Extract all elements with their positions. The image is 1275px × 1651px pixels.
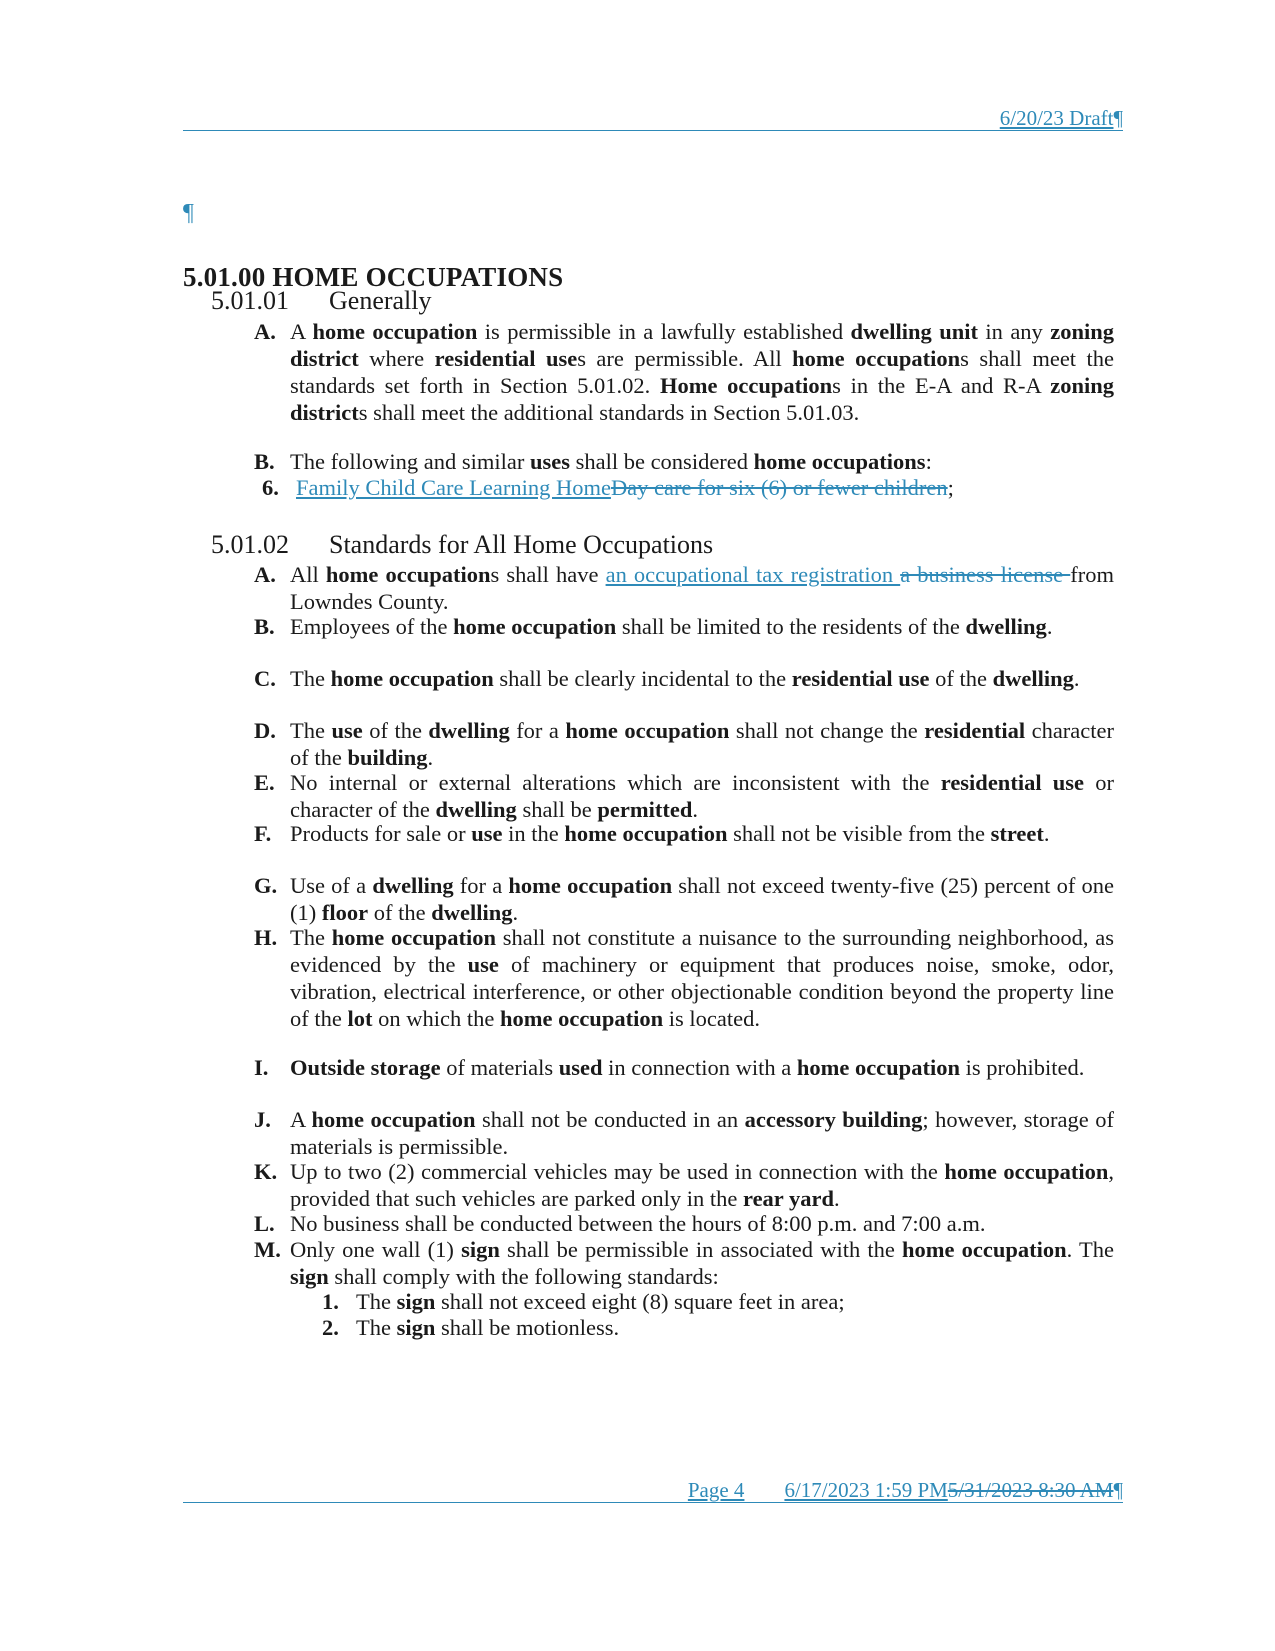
clause-5-01-01-b: B. The following and similar uses shall be considered home occupations: <box>254 449 932 474</box>
subsection-heading-generally: 5.01.01 Generally <box>211 286 432 315</box>
clause-5-01-01-a: A. A home occupation is permissible in a lawfully established dwelling unit in any zoning district where residential uses are permissible. All home occupations shall meet the standards set forth in Section 5.01.02. Home occupations in the E-A and R-A zoning districts shall meet the additional standards in Section 5.01.03. <box>254 319 1115 425</box>
footer-text: Page 4 6/17/2023 1:59 PM5/31/2023 8:30 AM¶ <box>687 1478 1123 1502</box>
header-draft-label: 6/20/23 Draft¶ <box>999 106 1123 130</box>
section-title: 5.01.00 HOME OCCUPATIONS <box>183 262 564 292</box>
clause-5-01-02-g: G. Use of a dwelling for a home occupation shall not exceed twenty-five (25) percent of one (1) floor of the dwelling. <box>254 873 1114 925</box>
clause-5-01-02-e: E. No internal or external alterations which are inconsistent with the residential use or character of the dwelling shall be permitted. <box>254 770 1115 822</box>
clause-5-01-02-m-2: 2. The sign shall be motionless. <box>322 1315 620 1340</box>
clause-5-01-02-m-1: 1. The sign shall not exceed eight (8) square feet in area; <box>322 1289 845 1314</box>
page-number: Page 4 <box>687 1478 745 1502</box>
clause-5-01-01-b-6: 6. Family Child Care Learning HomeDay care for six (6) or fewer children; <box>262 475 954 500</box>
clause-5-01-02-a: A. All home occupations shall have an occupational tax registration a business license from Lowndes County. <box>254 562 1114 614</box>
footer-date-deleted: 5/31/2023 8:30 AM <box>947 1478 1114 1502</box>
clause-5-01-02-b: B. Employees of the home occupation shall be limited to the residents of the dwelling. <box>254 614 1053 639</box>
clause-5-01-02-j: J. A home occupation shall not be conducted in an accessory building; however, storage of materials is permissible. <box>254 1107 1114 1159</box>
page-footer <box>183 1478 1123 1503</box>
clause-5-01-02-c: C. The home occupation shall be clearly incidental to the residential use of the dwelling. <box>254 666 1080 691</box>
clause-5-01-02-h: H. The home occupation shall not constitute a nuisance to the surrounding neighborhood, as evidenced by the use of machinery or equipment that produces noise, smoke, odor, vibration, electrical interference, or other objectionable condition beyond the property line of the lot on which the home occupation is located. <box>254 925 1115 1031</box>
paragraph-mark: ¶ <box>183 200 194 226</box>
clause-5-01-02-m: M. Only one wall (1) sign shall be permissible in associated with the home occupation. The sign shall comply with the following standards: <box>254 1237 1115 1289</box>
page-header <box>183 104 1123 131</box>
clause-5-01-02-d: D. The use of the dwelling for a home occupation shall not change the residential character of the building. <box>254 718 1114 770</box>
clause-5-01-02-k: K. Up to two (2) commercial vehicles may be used in connection with the home occupation, provided that such vehicles are parked only in the rear yard. <box>254 1159 1115 1211</box>
footer-date: 6/17/2023 1:59 PM <box>784 1478 948 1502</box>
subsection-heading-standards: 5.01.02 Standards for All Home Occupations <box>211 530 714 559</box>
clause-5-01-02-l: L. No business shall be conducted between the hours of 8:00 p.m. and 7:00 a.m. <box>254 1211 986 1236</box>
clause-5-01-02-f: F. Products for sale or use in the home occupation shall not be visible from the street. <box>254 821 1050 846</box>
clause-5-01-02-i: I. Outside storage of materials used in connection with a home occupation is prohibited. <box>254 1055 1085 1080</box>
